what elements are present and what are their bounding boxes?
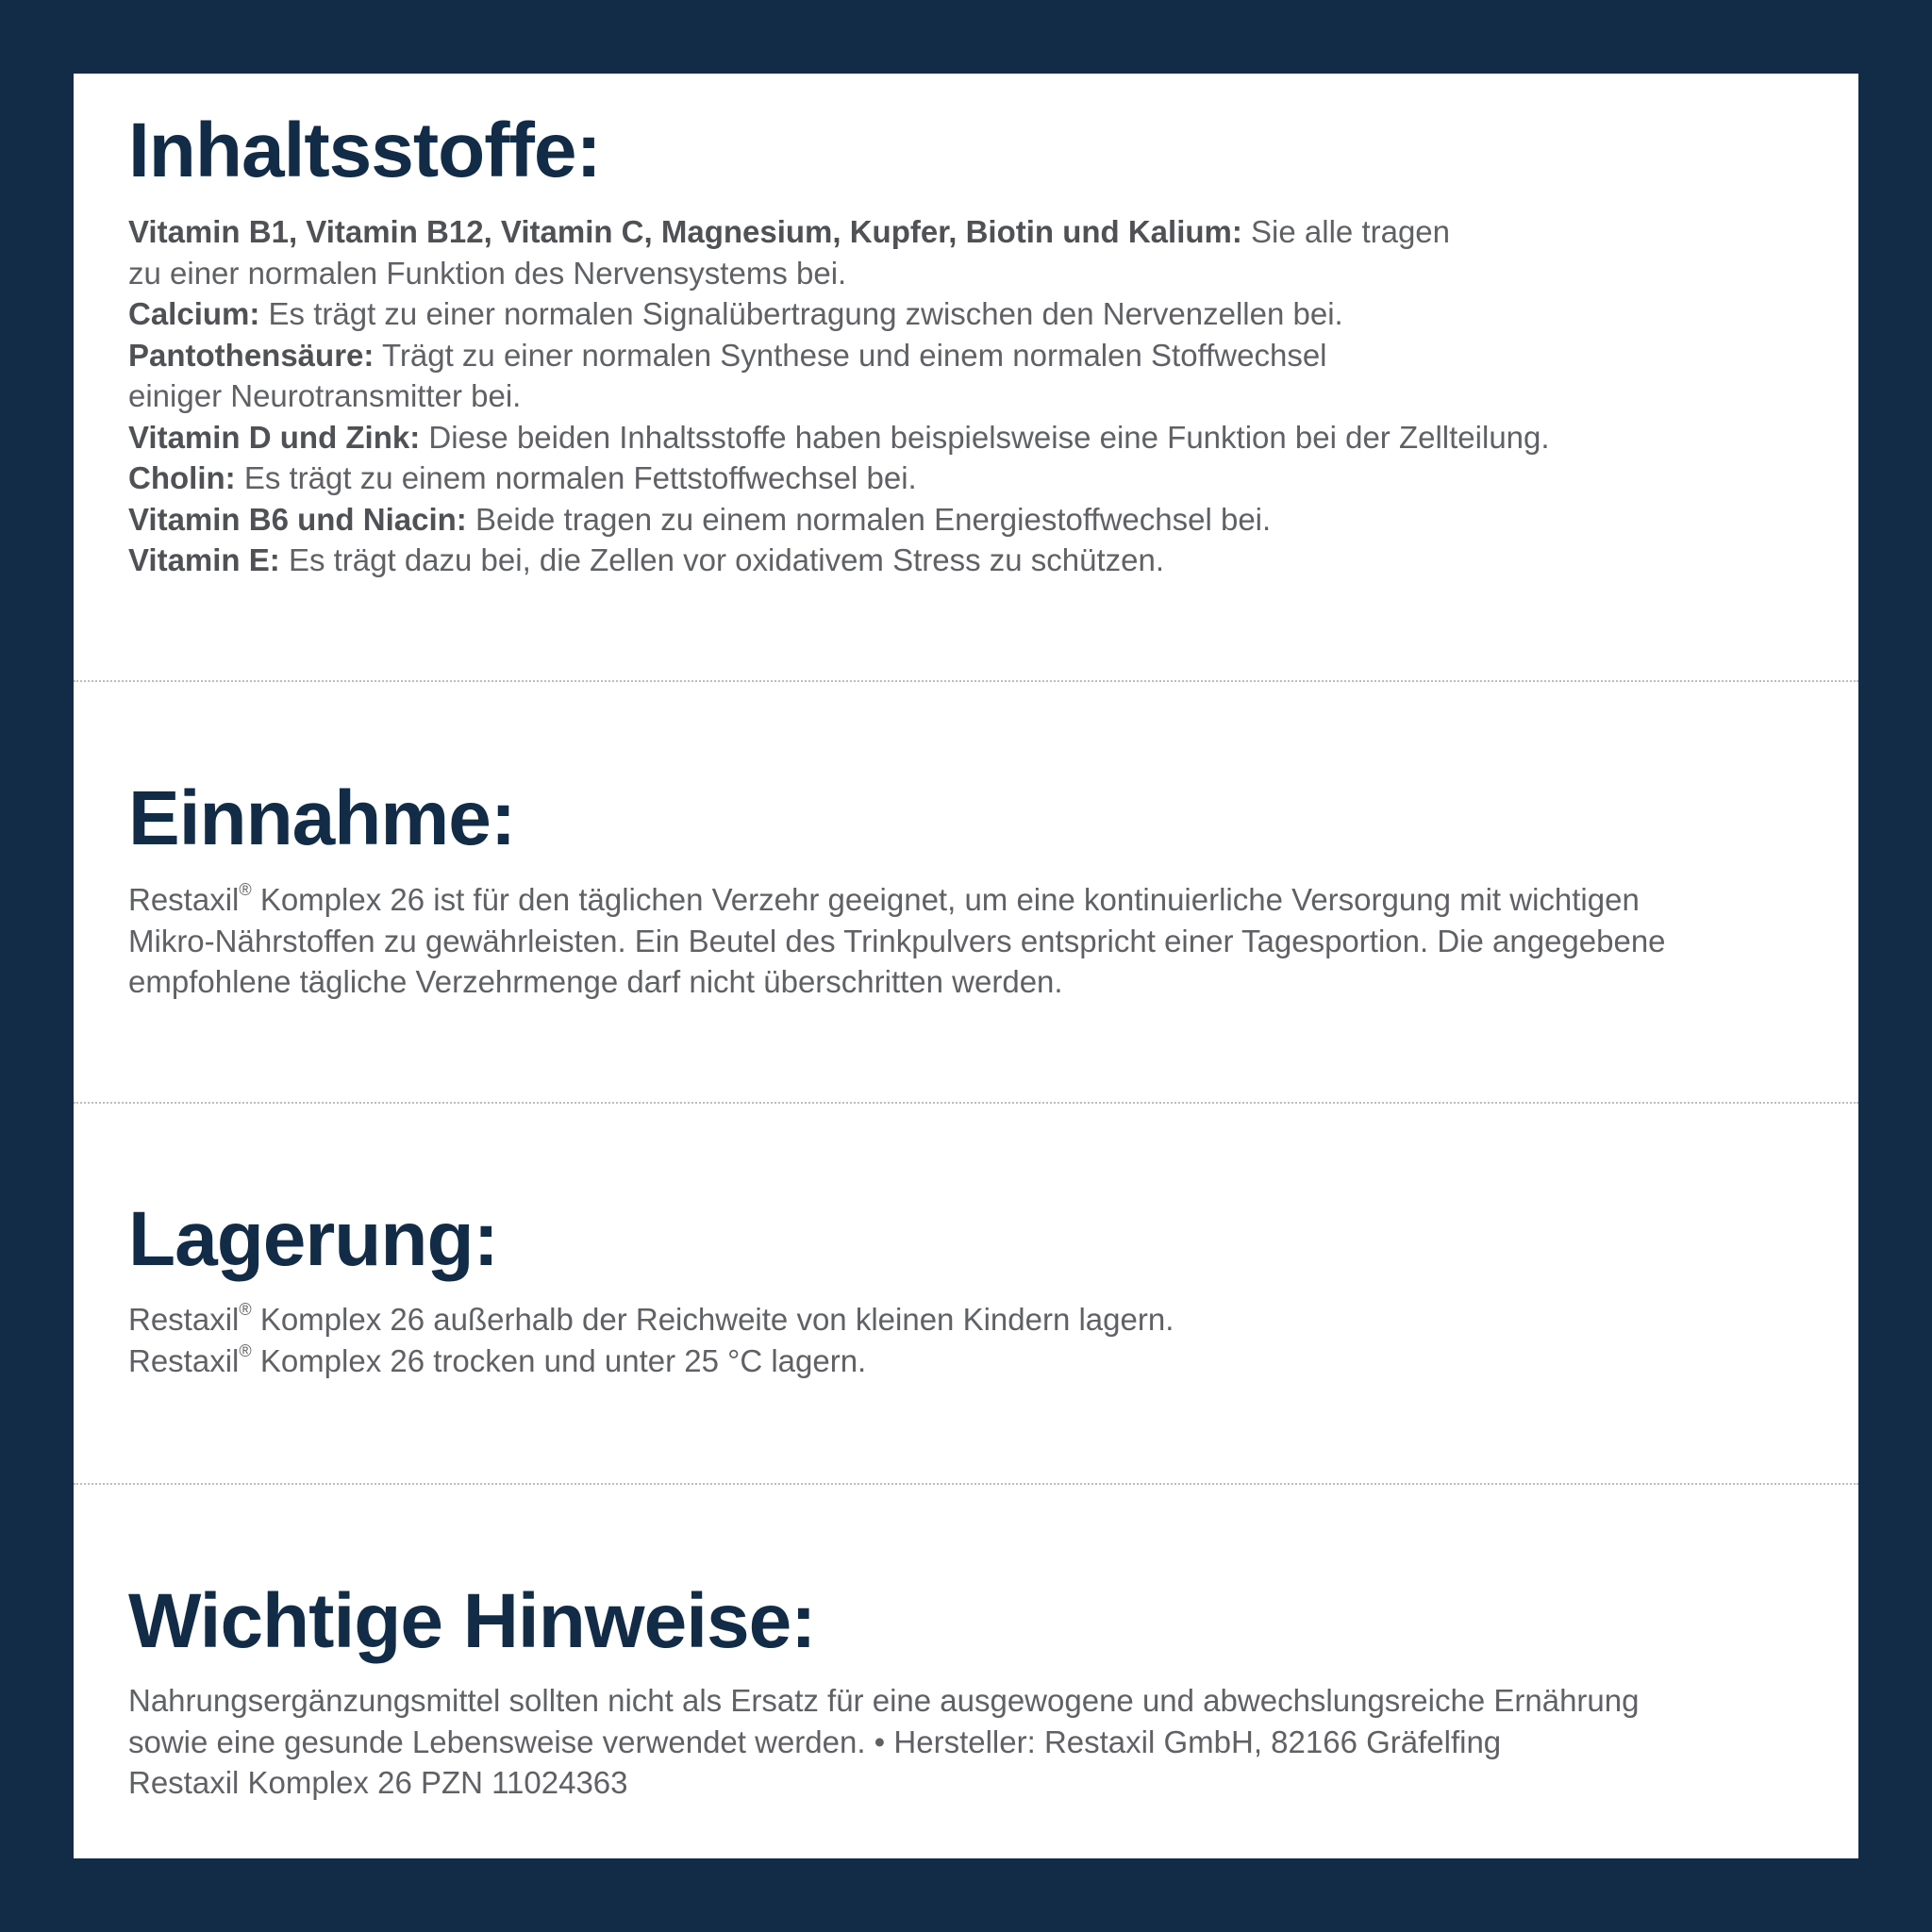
section-divider [74,1102,1858,1104]
ingredient-item: Vitamin B1, Vitamin B12, Vitamin C, Magnesium, Kupfer, Biotin und Kalium: Sie alle tragen [128,214,1451,249]
section-title-hinweise: Wichtige Hinweise: [128,1578,816,1664]
ingredients-list [128,211,1807,581]
ingredient-item-continuation: einiger Neurotransmitter bei. [128,378,522,413]
einnahme-line: empfohlene tägliche Verzehrmenge darf nicht überschritten werden. [128,964,1063,999]
registered-mark: ® [239,1300,252,1319]
content-card [74,74,1858,1858]
section-divider [74,1483,1858,1485]
einnahme-line: Restaxil® Komplex 26 ist für den täglichen Verzehr geeignet, um eine kontinuierliche Versorgung mit wichtigen [128,880,1640,917]
section-divider [74,680,1858,682]
section-title-inhaltsstoffe: Inhaltsstoffe: [128,108,601,193]
registered-mark: ® [239,1341,252,1360]
hinweise-line: Restaxil Komplex 26 PZN 11024363 [128,1765,628,1800]
ingredient-item: Vitamin D und Zink: Diese beiden Inhaltsstoffe haben beispielsweise eine Funktion bei der Zellteilung. [128,419,1550,455]
ingredient-item: Cholin: Es trägt zu einem normalen Fettstoffwechsel bei. [128,460,917,495]
lagerung-text [128,1299,1807,1381]
ingredient-item: Pantothensäure: Trägt zu einer normalen Synthese und einem normalen Stoffwechsel [128,337,1327,373]
section-title-einnahme: Einnahme: [128,775,516,861]
ingredient-item: Vitamin E: Es trägt dazu bei, die Zellen vor oxidativem Stress zu schützen. [128,542,1165,577]
einnahme-text [128,879,1807,1003]
ingredient-item-continuation: zu einer normalen Funktion des Nervensystems bei. [128,255,847,291]
hinweise-line: Nahrungsergänzungsmittel sollten nicht als Ersatz für eine ausgewogene und abwechslungsreiche Ernährung [128,1683,1640,1718]
lagerung-line: Restaxil® Komplex 26 trocken und unter 25 °C lagern. [128,1341,867,1378]
ingredient-item: Calcium: Es trägt zu einer normalen Signalübertragung zwischen den Nervenzellen bei. [128,296,1343,331]
einnahme-line: Mikro-Nährstoffen zu gewährleisten. Ein Beutel des Trinkpulvers entspricht einer Tagesportion. Die angegebene [128,923,1666,958]
registered-mark: ® [239,880,252,899]
section-title-lagerung: Lagerung: [128,1196,498,1282]
hinweise-line: sowie eine gesunde Lebensweise verwendet werden. • Hersteller: Restaxil GmbH, 82166 Gräfelfing [128,1724,1502,1759]
lagerung-line: Restaxil® Komplex 26 außerhalb der Reichweite von kleinen Kindern lagern. [128,1300,1174,1337]
ingredient-item: Vitamin B6 und Niacin: Beide tragen zu einem normalen Energiestoffwechsel bei. [128,501,1272,537]
hinweise-text [128,1680,1807,1804]
